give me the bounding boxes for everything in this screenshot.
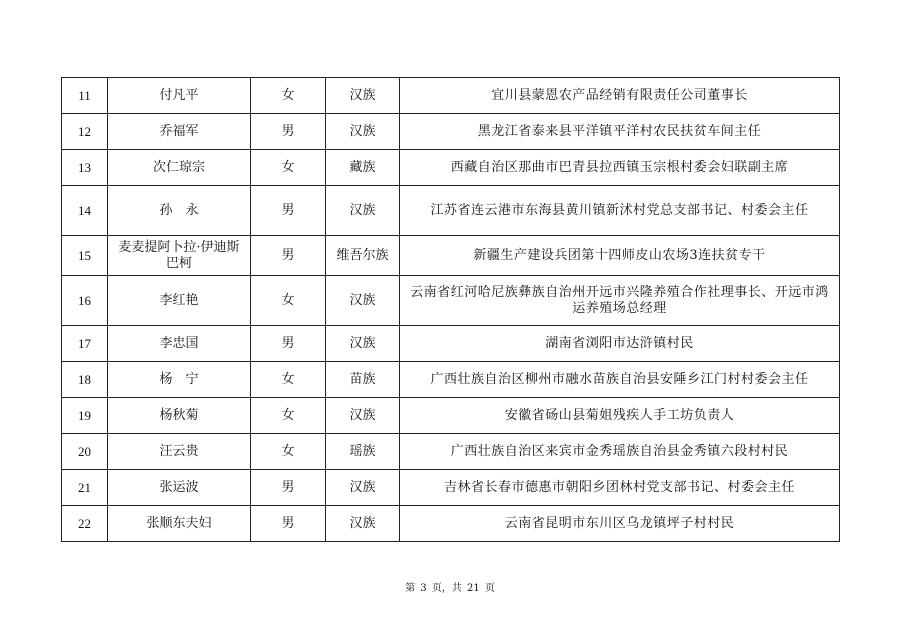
person-sex: 女 (251, 434, 326, 470)
table-row (62, 236, 840, 276)
person-name: 麦麦提阿卜拉·伊迪斯巴柯 (108, 236, 251, 276)
person-unit: 吉林省长春市德惠市朝阳乡团林村党支部书记、村委会主任 (400, 470, 840, 506)
person-name: 张运波 (108, 470, 251, 506)
person-ethnicity: 藏族 (326, 150, 400, 186)
person-unit: 新疆生产建设兵团第十四师皮山农场3连扶贫专干 (400, 236, 840, 276)
table-row (62, 150, 840, 186)
person-ethnicity: 维吾尔族 (326, 236, 400, 276)
footer-total-pages: 21 (467, 583, 480, 594)
person-sex: 男 (251, 186, 326, 236)
row-number: 11 (62, 78, 108, 114)
row-number: 14 (62, 186, 108, 236)
table-row (62, 398, 840, 434)
person-sex: 男 (251, 114, 326, 150)
table-row (62, 362, 840, 398)
table-row (62, 186, 840, 236)
person-name: 孙 永 (108, 186, 251, 236)
person-ethnicity: 汉族 (326, 114, 400, 150)
person-unit: 宜川县蒙恩农产品经销有限责任公司董事长 (400, 78, 840, 114)
person-name: 汪云贵 (108, 434, 251, 470)
person-name: 次仁琼宗 (108, 150, 251, 186)
row-number: 17 (62, 326, 108, 362)
row-number: 16 (62, 276, 108, 326)
row-number: 22 (62, 506, 108, 542)
person-ethnicity: 汉族 (326, 326, 400, 362)
person-name: 乔福军 (108, 114, 251, 150)
table-row (62, 434, 840, 470)
row-number: 18 (62, 362, 108, 398)
footer-middle: 页，共 (431, 583, 462, 594)
person-unit: 广西壮族自治区来宾市金秀瑶族自治县金秀镇六段村村民 (400, 434, 840, 470)
table-row (62, 470, 840, 506)
person-ethnicity: 苗族 (326, 362, 400, 398)
row-number: 15 (62, 236, 108, 276)
person-ethnicity: 瑶族 (326, 434, 400, 470)
table-row (62, 114, 840, 150)
person-ethnicity: 汉族 (326, 506, 400, 542)
person-ethnicity: 汉族 (326, 470, 400, 506)
person-unit: 江苏省连云港市东海县黄川镇新沭村党总支部书记、村委会主任 (400, 186, 840, 236)
person-ethnicity: 汉族 (326, 276, 400, 326)
person-name: 杨 宁 (108, 362, 251, 398)
person-sex: 女 (251, 78, 326, 114)
row-number: 21 (62, 470, 108, 506)
table-row (62, 326, 840, 362)
row-number: 20 (62, 434, 108, 470)
table-row (62, 78, 840, 114)
table-row (62, 506, 840, 542)
page-footer (0, 583, 900, 595)
person-name: 张顺东夫妇 (108, 506, 251, 542)
person-unit: 西藏自治区那曲市巴青县拉西镇玉宗根村委会妇联副主席 (400, 150, 840, 186)
footer-prefix: 第 (405, 583, 416, 594)
person-ethnicity: 汉族 (326, 186, 400, 236)
person-name: 杨秋菊 (108, 398, 251, 434)
row-number: 13 (62, 150, 108, 186)
person-sex: 女 (251, 362, 326, 398)
person-sex: 男 (251, 326, 326, 362)
person-sex: 男 (251, 506, 326, 542)
row-number: 12 (62, 114, 108, 150)
roster-table-body (62, 78, 840, 542)
person-name: 付凡平 (108, 78, 251, 114)
person-unit: 云南省昆明市东川区乌龙镇坪子村村民 (400, 506, 840, 542)
person-unit: 黑龙江省泰来县平洋镇平洋村农民扶贫车间主任 (400, 114, 840, 150)
person-unit: 湖南省浏阳市达浒镇村民 (400, 326, 840, 362)
person-sex: 女 (251, 150, 326, 186)
footer-suffix: 页 (484, 583, 495, 594)
person-sex: 男 (251, 236, 326, 276)
person-name: 李忠国 (108, 326, 251, 362)
person-sex: 女 (251, 398, 326, 434)
person-name: 李红艳 (108, 276, 251, 326)
person-unit: 安徽省砀山县菊姐残疾人手工坊负责人 (400, 398, 840, 434)
roster-table (61, 77, 840, 542)
table-row (62, 276, 840, 326)
person-sex: 男 (251, 470, 326, 506)
footer-page-number: 3 (420, 583, 427, 594)
person-sex: 女 (251, 276, 326, 326)
person-unit: 云南省红河哈尼族彝族自治州开远市兴隆养殖合作社理事长、开远市鸿运养殖场总经理 (400, 276, 840, 326)
person-ethnicity: 汉族 (326, 398, 400, 434)
person-ethnicity: 汉族 (326, 78, 400, 114)
row-number: 19 (62, 398, 108, 434)
person-unit: 广西壮族自治区柳州市融水苗族自治县安陲乡江门村村委会主任 (400, 362, 840, 398)
